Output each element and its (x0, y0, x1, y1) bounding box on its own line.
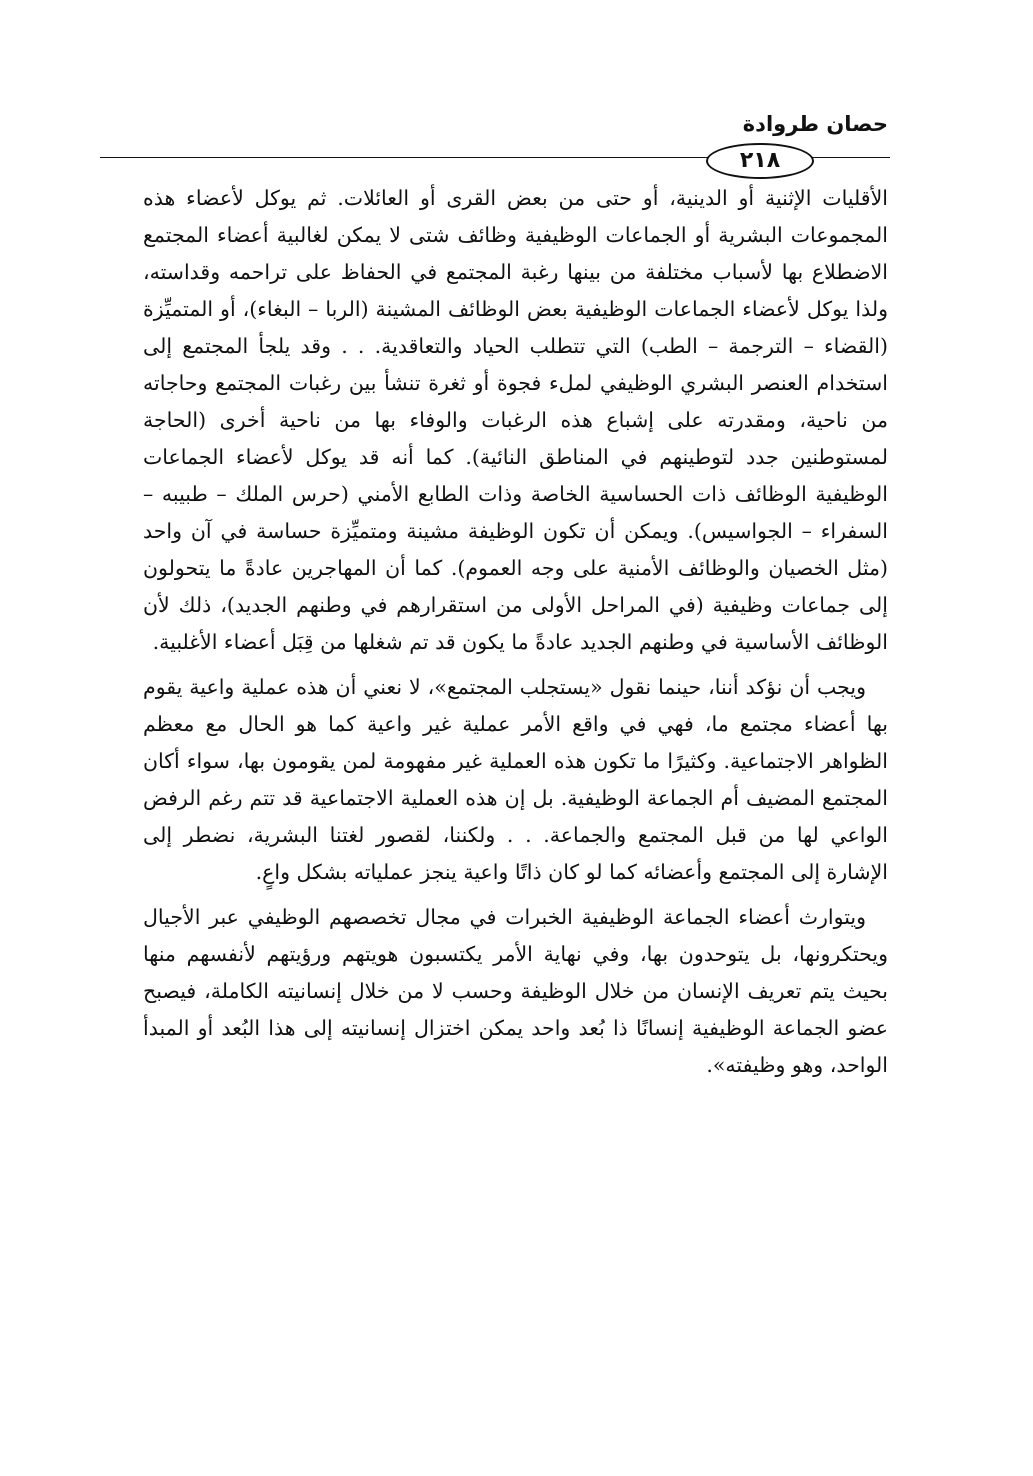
paragraph-2: ويجب أن نؤكد أننا، حينما نقول «يستجلب المجتمع»، لا نعني أن هذه عملية واعية يقوم بها أعضاء مجتمع ما، فهي في واقع الأمر عملية غير واعية كما هو الحال مع معظم الظواهر الاجتماعية. وكثيرًا ما تكون هذه العملية غير مفهومة لمن يقومون بها، سواء أكان المجتمع المضيف أم الجماعة الوظيفية. بل إن هذه العملية الاجتماعية قد تتم رغم الرفض الواعي لها من قبل المجتمع والجماعة. . . ولكننا، لقصور لغتنا البشرية، نضطر إلى الإشارة إلى المجتمع وأعضائه كما لو كان ذاتًا واعية ينجز عملياته بشكل واعٍ. (143, 675, 888, 884)
paragraph-3: ويتوارث أعضاء الجماعة الوظيفية الخبرات في مجال تخصصهم الوظيفي عبر الأجيال ويحتكرونها، بل يتوحدون بها، وفي نهاية الأمر يكتسبون هويتهم ورؤيتهم لأنفسهم منها بحيث يتم تعريف الإنسان من خلال الوظيفة وحسب لا من خلال إنسانيته الكاملة، فيصبح عضو الجماعة الوظيفية إنسانًا ذا بُعد واحد يمكن اختزال إنسانيته إلى هذا البُعد أو المبدأ الواحد، وهو وظيفته». (143, 905, 888, 1077)
paragraph-1: الأقليات الإثنية أو الدينية، أو حتى من بعض القرى أو العائلات. ثم يوكل لأعضاء هذه المجموعات البشرية أو الجماعات الوظيفية وظائف شتى لا يمكن لغالبية أعضاء المجتمع الاضطلاع بها لأسباب مختلفة من بينها رغبة المجتمع في الحفاظ على تراحمه وقداسته، ولذا يوكل لأعضاء الجماعات الوظيفية بعض الوظائف المشينة (الربا – البغاء)، أو المتميِّزة (القضاء – الترجمة – الطب) التي تتطلب الحياد والتعاقدية. . . وقد يلجأ المجتمع إلى استخدام العنصر البشري الوظيفي لملء فجوة أو ثغرة تنشأ بين رغبات المجتمع وحاجاته من ناحية، ومقدرته على إشباع هذه الرغبات والوفاء بها من ناحية أخرى (الحاجة لمستوطنين جدد لتوطينهم في المناطق النائية). كما أنه قد يوكل لأعضاء الجماعات الوظيفية الوظائف ذات الحساسية الخاصة وذات الطابع الأمني (حرس الملك – طبيبه – السفراء – الجواسيس). ويمكن أن تكون الوظيفة مشينة ومتميِّزة حساسة في آن واحد (مثل الخصيان والوظائف الأمنية على وجه العموم). كما أن المهاجرين عادةً ما يتحولون إلى جماعات وظيفية (في المراحل الأولى من استقرارهم في وطنهم الجديد)، ذلك لأن الوظائف الأساسية في وطنهم الجديد عادةً ما يكون قد تم شغلها من قِبَل أعضاء الأغلبية. (143, 186, 888, 654)
running-head-title: حصان طروادة (742, 112, 888, 136)
body-text (143, 180, 888, 1092)
page-number-badge: ٢١٨ (706, 143, 814, 179)
